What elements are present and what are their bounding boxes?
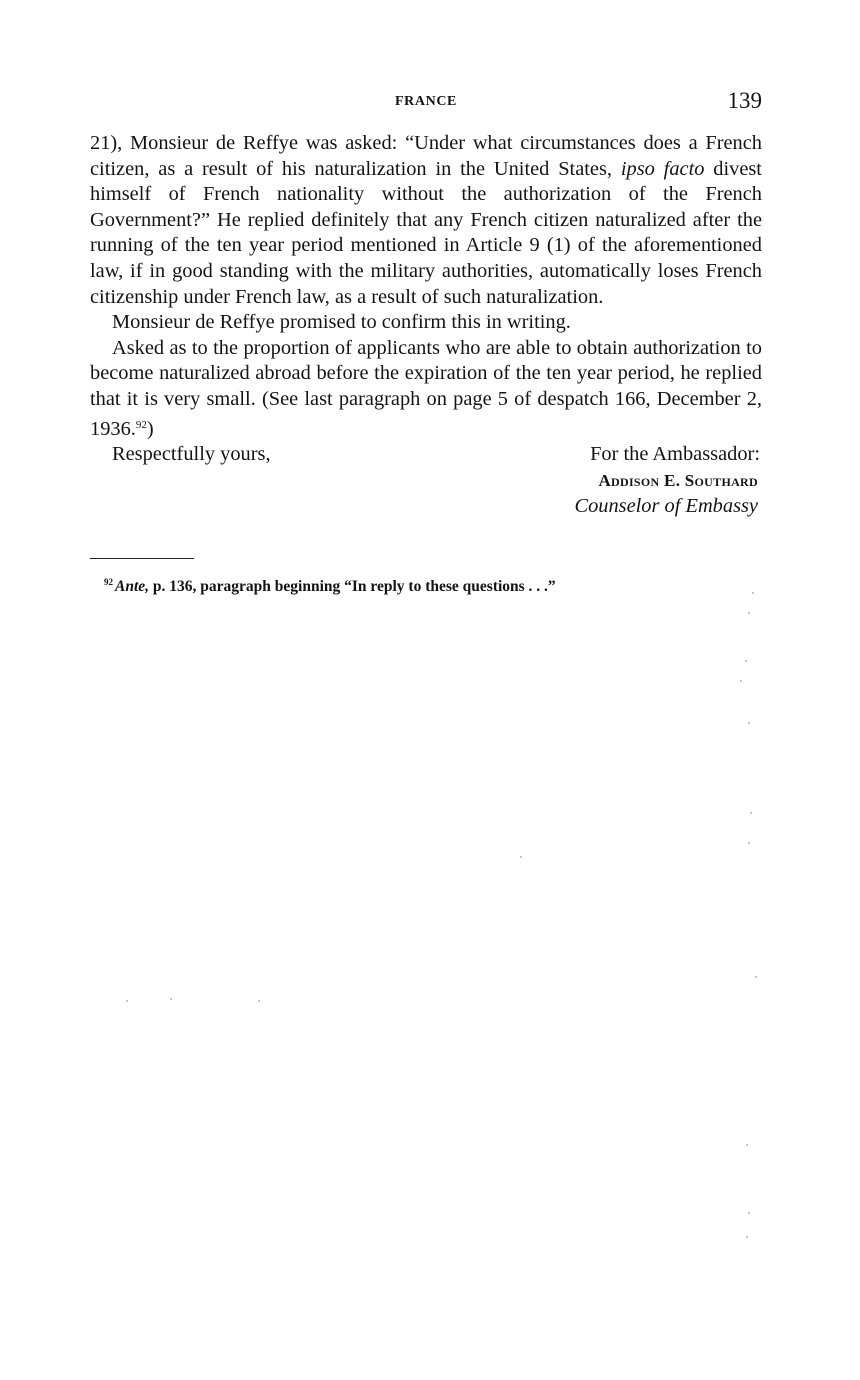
footnote-reference: 92 — [135, 418, 147, 431]
paragraph-1-part2: divest himself of French nationality without the authorization of the French Government?” He replied definitely that any French citizen naturalized after the running of the ten year period mentioned in Article 9 (1) of the aforementioned law, if in good standing with the military authorities, automatically loses French citizenship under French law, as a result of such naturalization. — [90, 157, 762, 308]
signer-title: Counselor of Embassy — [574, 495, 758, 518]
paragraph-1-part1: 21), Monsieur de Reffye was asked: “Under what circumstances does a French citizen, as a result of his naturalization in the United States, — [90, 132, 762, 180]
paragraph-3-close: ) — [146, 417, 154, 440]
paragraph-1 — [90, 131, 762, 310]
body-text — [90, 131, 762, 520]
footnote-ante: Ante, — [115, 578, 150, 595]
ipso-facto-italic: ipso facto — [620, 157, 705, 180]
paragraph-3-text: Asked as to the proportion of applicants who are able to obtain authorization to become naturalized abroad before the expiration of the ten year period, he replied that it is very small. (See last paragraph on page 5 of despatch 166, December 2, 1936. — [90, 336, 762, 440]
running-title: FRANCE — [395, 94, 457, 109]
paragraph-2: Monsieur de Reffye promised to confirm this in writing. — [112, 311, 571, 334]
footnote-rule — [90, 558, 194, 559]
running-head — [90, 90, 762, 118]
closing-row — [90, 442, 762, 468]
signer-name: Addison E. Southard — [598, 470, 758, 490]
page-number: 139 — [727, 88, 762, 113]
for-the-ambassador: For the Ambassador: — [590, 443, 760, 466]
paragraph-3 — [90, 336, 762, 442]
footnote-marker: 92 — [104, 577, 113, 587]
footnote — [104, 577, 744, 596]
footnote-text: p. 136, paragraph beginning “In reply to these questions . . .” — [149, 578, 556, 595]
salutation: Respectfully yours, — [112, 443, 271, 466]
